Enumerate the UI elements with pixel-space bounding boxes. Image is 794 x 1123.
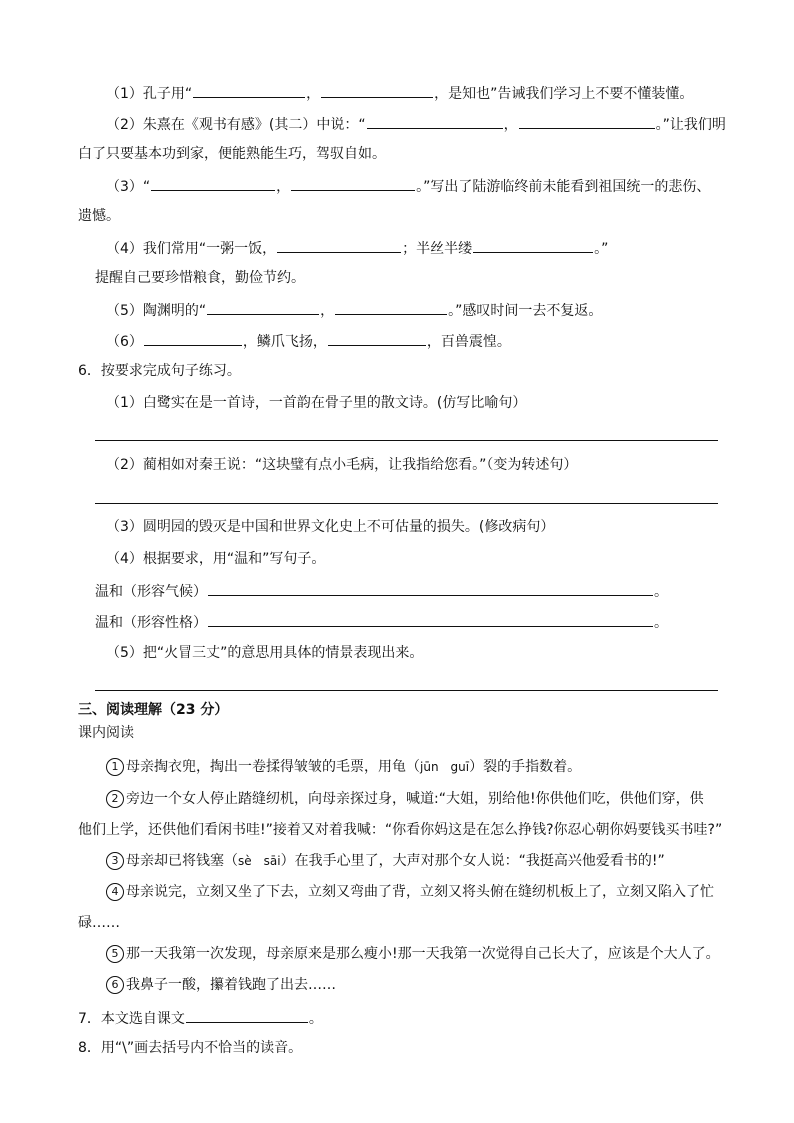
paragraph-number-5: 5 <box>106 945 124 963</box>
q5-5-text-b: ， <box>320 303 335 319</box>
p6-text-a: 我鼻子一酸，攥着钱跑了出去…… <box>126 977 336 993</box>
paragraph-2-continued: 他们上学，还供他们看闲书哇!”接着又对着我喊：“你看你妈这是在怎么挣钱?你忍心朝你妈要钱买书哇?” <box>78 822 723 838</box>
p1-text-a: 母亲掏衣兜，掏出一卷揉得皱皱的毛票，用龟（ <box>126 759 420 775</box>
q5-5-blank-2[interactable] <box>335 299 447 315</box>
q5-3-text-c: 。”写出了陆游临终前未能看到祖国统一的悲伤、 <box>416 179 711 195</box>
p3-pinyin: sè sāi <box>238 854 281 868</box>
paragraph-4-continued: 碌…… <box>78 915 120 931</box>
q5-1-text-a: （1）孔子用“ <box>106 86 193 102</box>
q5-2-text-c: 。”让我们明 <box>655 117 726 133</box>
q5-4-blank-1[interactable] <box>277 237 401 253</box>
paragraph-6 <box>106 975 794 995</box>
q5-5-blank-1[interactable] <box>207 299 319 315</box>
q5-1-text-b: ， <box>306 86 321 102</box>
p1-pinyin: jūn guī <box>420 760 470 774</box>
paragraph-number-1: 1 <box>106 758 124 776</box>
q5-4-text-b: ；半丝半缕 <box>402 241 473 257</box>
paragraph-5 <box>106 944 794 964</box>
q5-6-blank-1[interactable] <box>144 330 242 346</box>
q6-4a <box>95 580 794 600</box>
q6-2-answer-line[interactable] <box>95 503 718 504</box>
paragraph-number-3: 3 <box>106 852 124 870</box>
q5-2-continued: 白了只要基本功到家，便能熟能生巧，驾驭自如。 <box>78 146 386 162</box>
q6-title: 6．按要求完成句子练习。 <box>78 363 241 379</box>
p3-text-b: ）在我手心里了，大声对那个女人说：“我挺高兴他爱看书的!” <box>280 853 665 869</box>
p2-text-a: 旁边一个女人停止踏缝纫机，向母亲探过身，喊道:“大姐，别给他!你供他们吃，供他们穿，供 <box>126 791 704 807</box>
q5-item-1 <box>106 82 794 102</box>
p5-text-a: 那一天我第一次发现，母亲原来是那么瘦小!那一天我第一次觉得自己长大了，应该是个大人了。 <box>126 946 720 962</box>
q5-3-text-a: （3）“ <box>106 179 151 195</box>
q5-5-text-a: （5）陶渊明的“ <box>106 303 207 319</box>
q5-6-text-c: ，百兽震惶。 <box>426 334 511 350</box>
q5-5-text-c: 。”感叹时间一去不复返。 <box>448 303 603 319</box>
q5-4-text-c: 。” <box>594 241 609 257</box>
q5-3-continued: 遗憾。 <box>78 208 120 224</box>
q5-4-continued: 提醒自己要珍惜粮食，勤俭节约。 <box>95 270 305 286</box>
q6-4b-end: 。 <box>654 615 668 631</box>
p1-text-b: ）裂的手指数着。 <box>469 759 582 775</box>
q5-item-5 <box>106 299 794 319</box>
q5-item-4 <box>106 237 794 257</box>
q5-1-text-c: ，是知也”告诫我们学习上不要不懂装懂。 <box>434 86 694 102</box>
q6-4a-blank[interactable] <box>208 580 653 596</box>
q6-item-4: （4）根据要求，用“温和”写句子。 <box>106 551 326 567</box>
q5-4-blank-2[interactable] <box>473 237 593 253</box>
section-subheading: 课内阅读 <box>78 725 134 741</box>
q5-3-blank-1[interactable] <box>151 175 275 191</box>
section-heading: 三、阅读理解（23 分） <box>78 702 229 718</box>
q6-4a-end: 。 <box>654 584 668 600</box>
q6-4b <box>95 611 794 631</box>
paragraph-number-2: 2 <box>106 790 124 808</box>
q7-text-a: 7．本文选自课文 <box>78 1011 185 1027</box>
q6-item-2: （2）蔺相如对秦王说：“这块璧有点小毛病，让我指给您看。”（变为转述句） <box>106 457 578 473</box>
q5-2-blank-1[interactable] <box>367 113 503 129</box>
q6-4b-blank[interactable] <box>208 611 653 627</box>
q7-blank[interactable] <box>186 1007 308 1023</box>
q6-4b-label: 温和（形容性格） <box>95 615 207 631</box>
p4-text-a: 母亲说完，立刻又坐了下去，立刻又弯曲了背，立刻又将头俯在缝纫机板上了，立刻又陷入了忙 <box>126 884 714 900</box>
q5-6-text-a: （6） <box>106 334 143 350</box>
paragraph-number-6: 6 <box>106 976 124 994</box>
q5-item-6 <box>106 330 794 350</box>
q5-2-blank-2[interactable] <box>519 113 655 129</box>
q5-3-blank-2[interactable] <box>291 175 415 191</box>
q5-6-text-b: ，鳞爪飞扬， <box>242 334 327 350</box>
q5-2-text-b: ， <box>503 117 518 133</box>
q6-item-1: （1）白鹭实在是一首诗，一首韵在骨子里的散文诗。(仿写比喻句） <box>106 395 527 411</box>
q5-2-text-a: （2）朱熹在《观书有感》(其二）中说：“ <box>106 117 366 133</box>
q6-4a-label: 温和（形容气候） <box>95 584 207 600</box>
q5-6-blank-2[interactable] <box>328 330 426 346</box>
q5-4-text-a: （4）我们常用“一粥一饭， <box>106 241 277 257</box>
q7-text-b: 。 <box>308 1011 323 1027</box>
q6-item-5: （5）把“火冒三丈”的意思用具体的情景表现出来。 <box>106 645 424 661</box>
q7 <box>78 1007 794 1027</box>
paragraph-1 <box>106 757 794 777</box>
q6-item-3: （3）圆明园的毁灭是中国和世界文化史上不可估量的损失。(修改病句） <box>106 519 555 535</box>
q5-item-2 <box>106 113 794 133</box>
q8: 8．用“\”画去括号内不恰当的读音。 <box>78 1040 303 1056</box>
paragraph-2 <box>106 789 794 809</box>
paragraph-number-4: 4 <box>106 883 124 901</box>
paragraph-4 <box>106 882 794 902</box>
q5-1-blank-2[interactable] <box>321 82 433 98</box>
q6-5-answer-line[interactable] <box>95 690 718 691</box>
q5-3-text-b: ， <box>276 179 291 195</box>
paragraph-3 <box>106 851 794 871</box>
q5-1-blank-1[interactable] <box>193 82 305 98</box>
q6-1-answer-line[interactable] <box>95 440 718 441</box>
p3-text-a: 母亲却已将钱塞（ <box>126 853 238 869</box>
q5-item-3 <box>106 175 794 195</box>
